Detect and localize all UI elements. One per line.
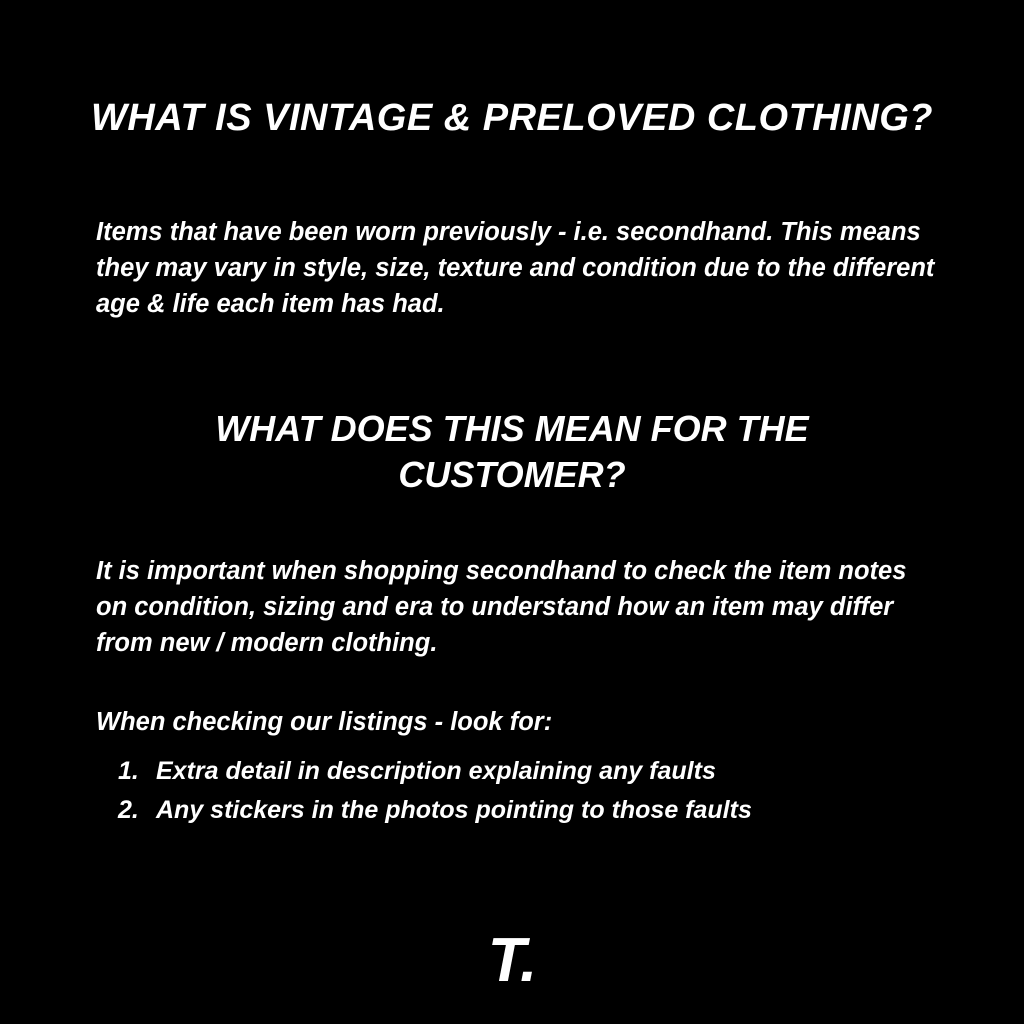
- brand-logo: T.: [487, 926, 537, 995]
- page-title: WHAT IS VINTAGE & PRELOVED CLOTHING?: [90, 97, 934, 140]
- intro-paragraph: Items that have been worn previously - i.e. secondhand. This means they may vary in style, size, texture and condition due to the different age & life each item has had.: [96, 217, 935, 318]
- list-item: [118, 791, 978, 830]
- list-item: [118, 752, 978, 791]
- list-item-number: 2.: [118, 795, 139, 824]
- checklist: [118, 752, 978, 830]
- list-item-label: Extra detail in description explaining any faults: [156, 757, 716, 785]
- body-paragraph: It is important when shopping secondhand to check the item notes on condition, sizing and era to understand how an item may differ from new / modern clothing.: [96, 556, 907, 657]
- list-item-number: 1.: [118, 757, 139, 785]
- look-for-paragraph: When checking our listings - look for:: [96, 707, 553, 736]
- list-item-label: Any stickers in the photos pointing to those faults: [156, 795, 752, 824]
- section-heading-customer: WHAT DOES THIS MEAN FOR THE CUSTOMER?: [215, 407, 809, 495]
